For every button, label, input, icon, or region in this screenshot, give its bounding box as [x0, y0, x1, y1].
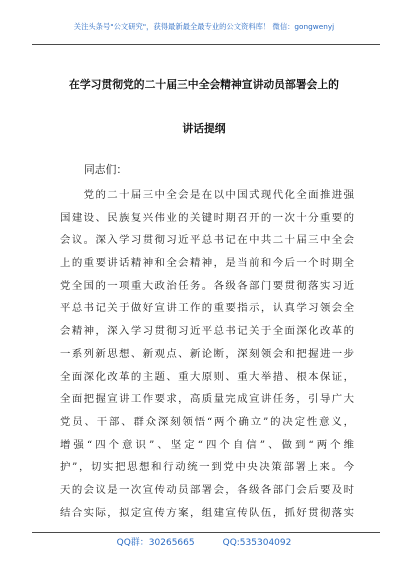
body-line: 一系列新思想、新观点、新论断，深刻领会和把握进一步 — [60, 347, 354, 360]
footer-divider — [32, 532, 380, 533]
body-line: 平总书记关于做好宣讲工作的重要指示，认真学习领会全 — [60, 302, 354, 315]
header-divider — [32, 44, 380, 45]
body-line: 上的重要讲话精神和全会精神，是当前和今后一个时期全 — [60, 257, 354, 270]
body-line: 天的会议是一次宣传动员部署会，各级各部门会后要及时 — [60, 483, 354, 496]
body-line: 国建设、民族复兴伟业的关键时期召开的一次十分重要的 — [60, 211, 354, 224]
document-title-continued: 讲话提纲 — [182, 122, 226, 135]
footer-qq: QQ:535304092 — [222, 538, 292, 548]
body-line: 全面把握宣讲工作要求，高质量完成宣讲任务，引导广大 — [60, 393, 354, 406]
greeting: 同志们： — [84, 163, 128, 176]
body-line: 护”，切实把思想和行动统一到党中央决策部署上来。今 — [60, 461, 354, 474]
body-line: 结合实际，拟定宣传方案，组建宣传队伍，抓好贯彻落实 — [60, 506, 354, 519]
footer-qq-group: QQ群：30265665 — [116, 538, 195, 548]
footer-contact — [30, 535, 378, 548]
body-line: 会议。深入学习贯彻习近平总书记在中共二十届三中全会 — [60, 234, 354, 247]
header-banner: 关注头条号"公文研究"，获得最新最全最专业的公文资料库！ 微信：gongwenyj — [73, 22, 335, 31]
body-line: 党的二十届三中全会是在以中国式现代化全面推进强 — [60, 189, 354, 201]
body-line: 增强“四个意识”、坚定“四个自信”、做到“两个维 — [60, 438, 354, 451]
body-line: 会精神，深入学习贯彻习近平总书记关于全面深化改革的 — [60, 325, 354, 338]
body-line: 党员、干部、群众深刻领悟“两个确立”的决定性意义， — [60, 415, 354, 428]
body-line: 党全国的一项重大政治任务。各级各部门要贯彻落实习近 — [60, 279, 354, 292]
body-paragraph — [60, 184, 354, 524]
body-line: 全面深化改革的主题、重大原则、重大举措、根本保证， — [60, 370, 354, 383]
document-title: 在学习贯彻党的二十届三中全会精神宣讲动员部署会上的 — [69, 78, 339, 91]
